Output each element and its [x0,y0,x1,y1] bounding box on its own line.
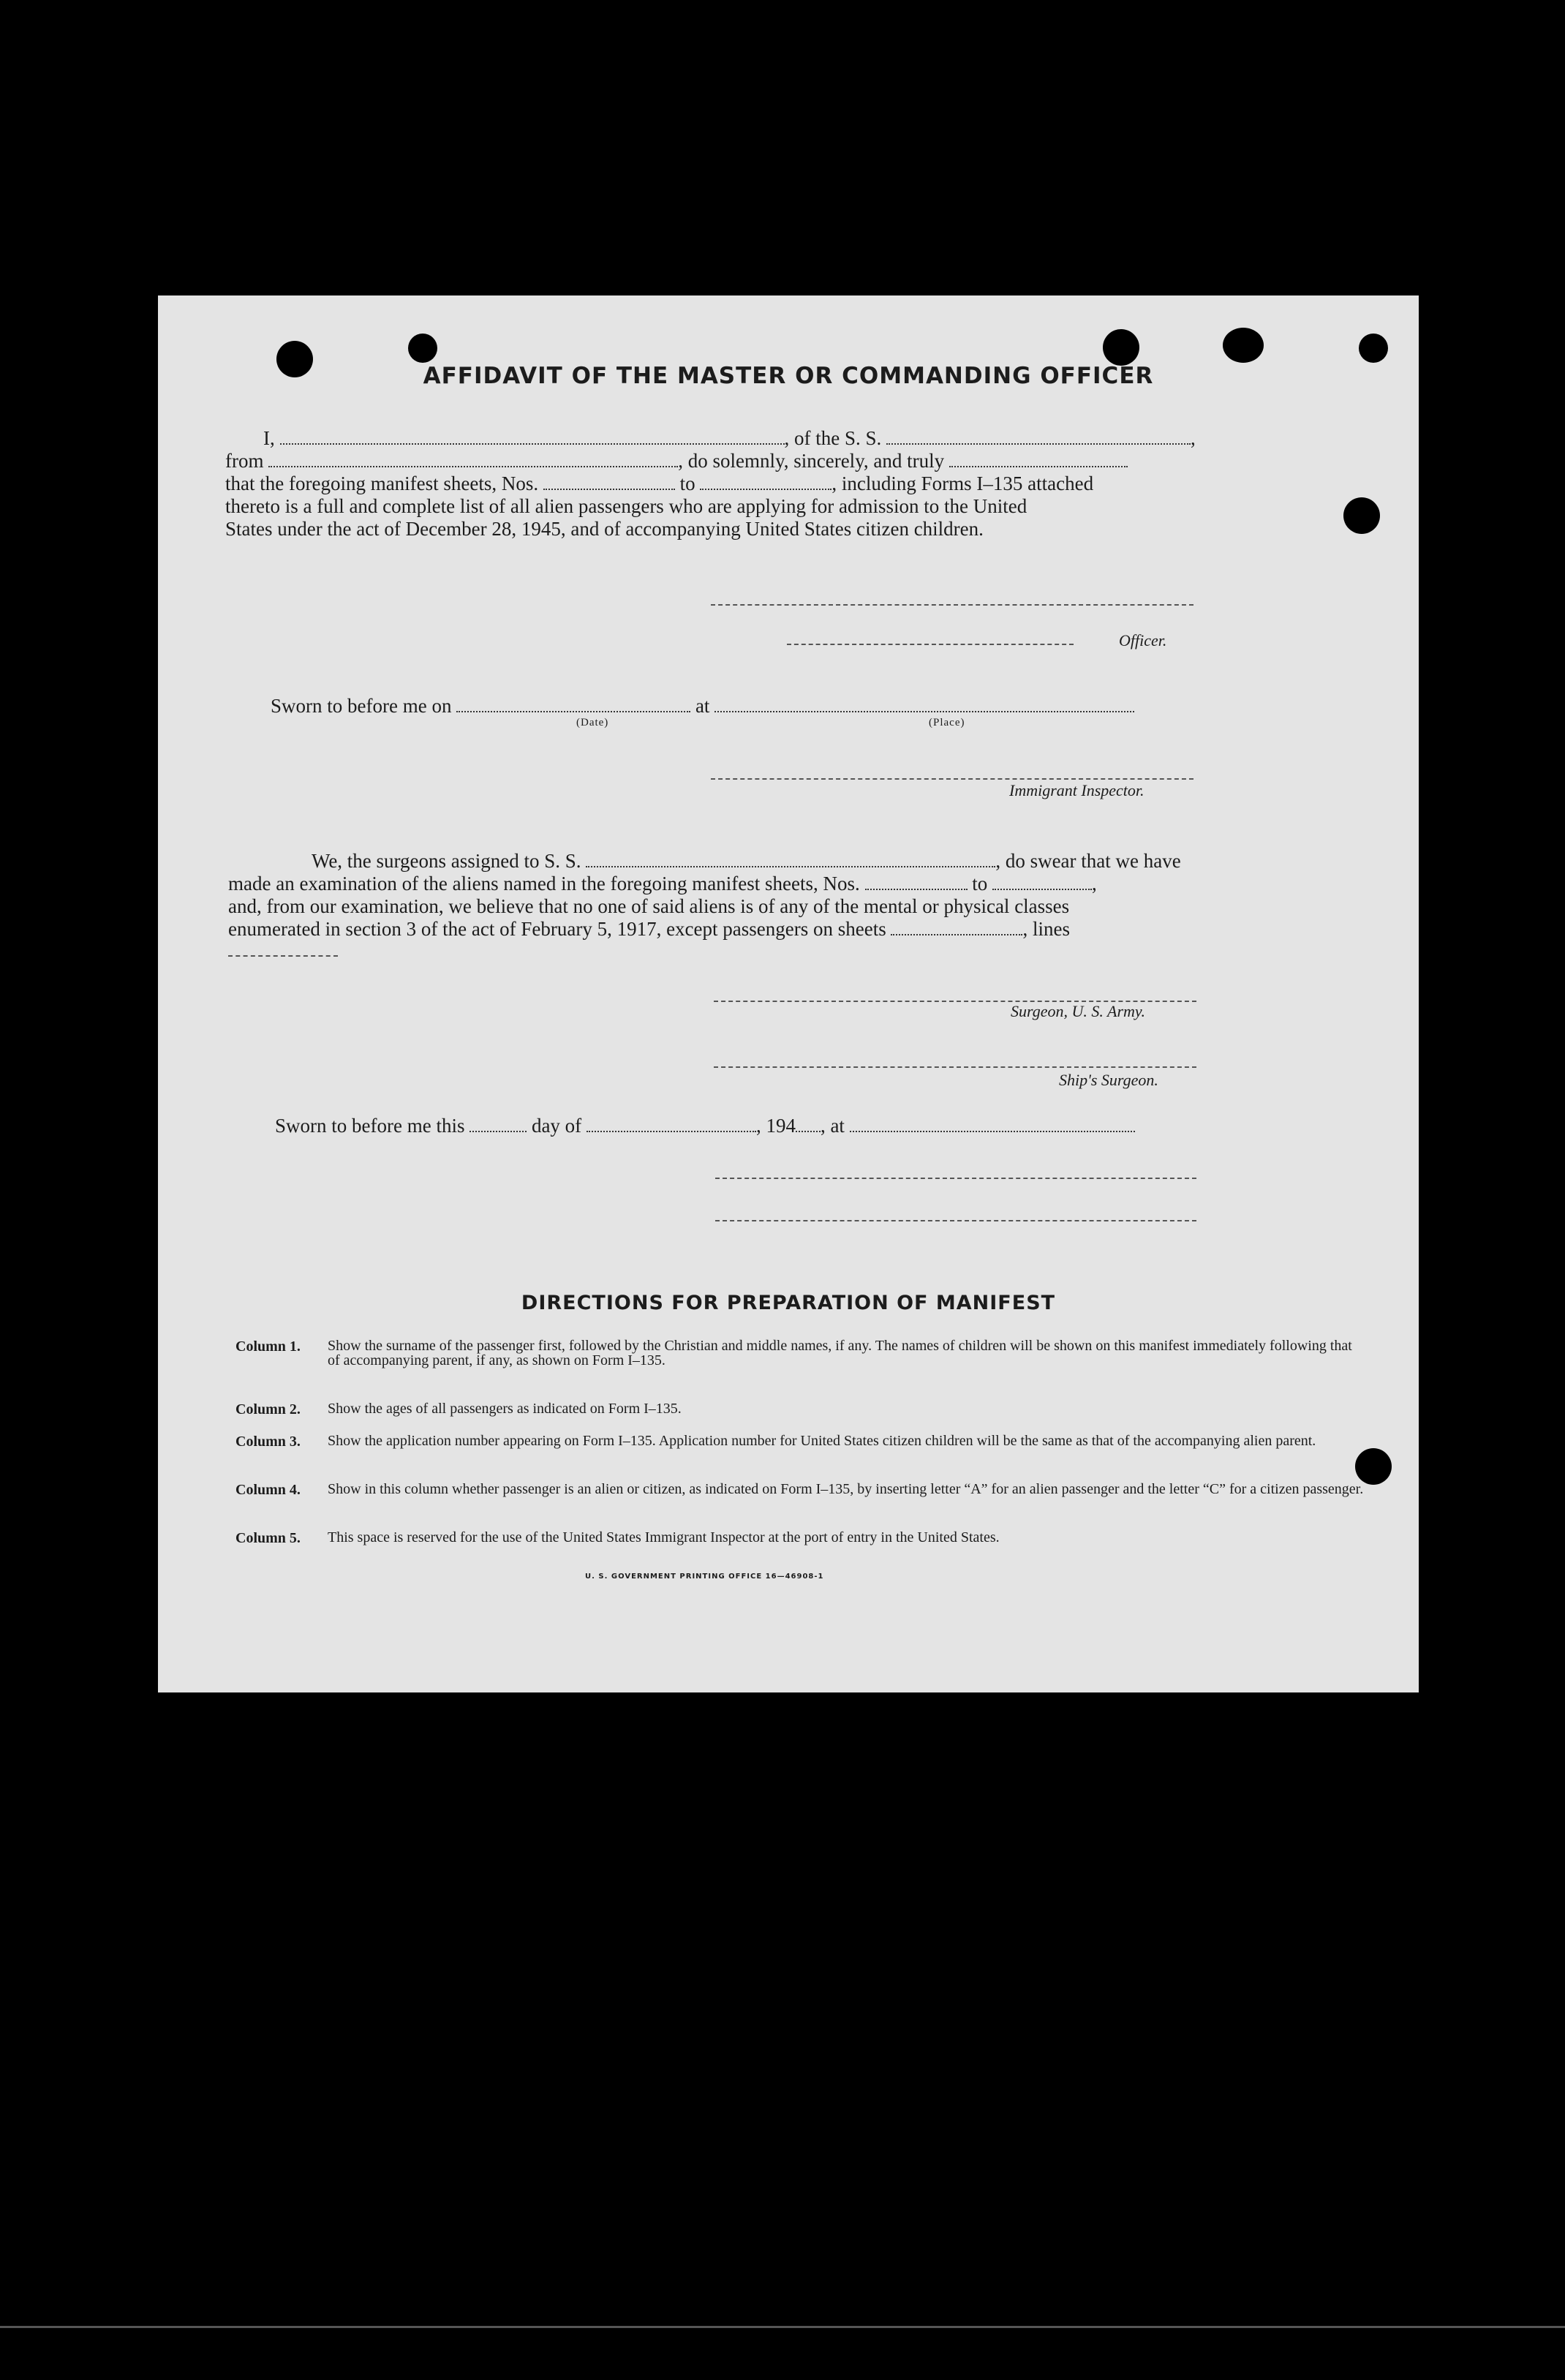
ship-surgeon-signature-line[interactable] [714,1066,1196,1068]
sworn1-at: at [695,695,710,717]
affidavit-line2-text-b: , do solemnly, sincerely, and truly [678,450,945,472]
surgeons-line2-text-b: to [972,873,988,895]
sworn-date-field[interactable] [456,696,690,712]
punch-hole [1359,334,1388,363]
affidavit-line-1 [263,427,1196,449]
affidavit-line-3 [225,472,1093,494]
column-4-label: Column 4. [235,1482,301,1498]
affidavit-line1-text-b: , of the S. S. [784,427,882,449]
affidavit-line1-text-c: , [1191,427,1196,449]
column-3-label: Column 3. [235,1434,301,1450]
surgeons-ship-field[interactable] [586,851,995,867]
printer-imprint: U. S. GOVERNMENT PRINTING OFFICE 16—46908-1 [585,1573,824,1581]
sworn2-signature-line-1[interactable] [715,1178,1196,1179]
punch-hole [1355,1448,1392,1485]
directions-title: DIRECTIONS FOR PREPARATION OF MANIFEST [521,1292,1056,1314]
punch-hole [1103,329,1139,366]
except-sheets-field[interactable] [891,919,1022,935]
surgeons-line4-text-b: , lines [1022,918,1070,940]
surgeons-line-3: and, from our examination, we believe that no one of said aliens is of any of the mental or physical classes [228,895,1070,917]
sworn2-at: , at [820,1115,845,1137]
surgeons-line-1 [312,850,1181,872]
inspector-label: Immigrant Inspector. [1009,781,1144,799]
punch-hole [408,334,437,363]
officer-label: Officer. [1119,631,1167,649]
affidavit-line-2 [225,450,1128,472]
scan-edge-line [0,2326,1565,2328]
sworn1-prefix: Sworn to before me on [271,695,452,717]
except-lines-field[interactable] [228,955,338,957]
affidavit-line1-text-a: I, [263,427,275,449]
sworn-line-2 [275,1115,1135,1137]
ship-surgeon-label: Ship's Surgeon. [1059,1071,1158,1089]
affidavit-line3-text-a: that the foregoing manifest sheets, Nos. [225,472,539,494]
affidavit-line3-text-c: , including Forms I–135 attached [831,472,1094,494]
surgeons-line-2 [228,873,1097,895]
punch-hole [1343,497,1380,534]
affidavit-line-5: States under the act of December 28, 1945, and of accompanying United States citizen children. [225,518,984,540]
sworn-month-field[interactable] [587,1116,756,1132]
sworn2-signature-line-2[interactable] [715,1220,1196,1221]
army-surgeon-label: Surgeon, U. S. Army. [1011,1002,1145,1020]
sworn-year-field[interactable] [796,1116,821,1132]
sworn-place-field[interactable] [714,696,1134,712]
oath-field[interactable] [949,451,1128,467]
sworn-line-1 [271,695,1134,717]
exam-sheets-from-field[interactable] [865,874,968,890]
place-caption: (Place) [929,717,965,728]
surgeons-line-4 [228,918,1070,940]
officer-signature-line-1[interactable] [711,604,1193,606]
affidavit-line3-text-b: to [679,472,695,494]
column-2-label: Column 2. [235,1401,301,1417]
surgeons-line4-text-a: enumerated in section 3 of the act of February 5, 1917, except passengers on sheets [228,918,886,940]
ship-name-field[interactable] [886,429,1191,445]
punch-hole [1223,328,1264,363]
sworn2-place-field[interactable] [850,1116,1135,1132]
sworn-day-field[interactable] [470,1116,527,1132]
sheets-from-field[interactable] [543,474,675,490]
column-3-text: Show the application number appearing on Form I–135. Application number for United States citizen children will be the same as that of the accompanying alien parent. [328,1433,1316,1449]
master-name-field[interactable] [280,429,785,445]
surgeons-line2-text-a: made an examination of the aliens named in the foregoing manifest sheets, Nos. [228,873,860,895]
column-4-text: Show in this column whether passenger is an alien or citizen, as indicated on Form I–135, by inserting letter “A” for an alien passenger and the letter “C” for a citizen passenger. [328,1481,1364,1497]
affidavit-line2-text-a: from [225,450,264,472]
sheets-to-field[interactable] [700,474,831,490]
port-from-field[interactable] [268,451,678,467]
column-2-text: Show the ages of all passengers as indicated on Form I–135. [328,1401,682,1417]
column-5-text: This space is reserved for the use of the United States Immigrant Inspector at the port of entry in the United States. [328,1529,1000,1545]
sworn2-prefix: Sworn to before me this [275,1115,465,1137]
surgeons-line2-text-c: , [1092,873,1097,895]
manifest-form-page [158,295,1419,1692]
sworn2-day-of: day of [531,1115,582,1137]
date-caption: (Date) [576,717,609,728]
column-5-label: Column 5. [235,1530,301,1546]
affidavit-title: AFFIDAVIT OF THE MASTER OR COMMANDING OFFICER [423,363,1154,389]
officer-signature-line-2[interactable] [787,644,1074,645]
affidavit-line-4: thereto is a full and complete list of all alien passengers who are applying for admission to the United [225,495,1027,517]
inspector-signature-line[interactable] [711,778,1193,780]
surgeons-line1-text-a: We, the surgeons assigned to S. S. [312,850,581,872]
sworn2-year: , 194 [755,1115,796,1137]
exam-sheets-to-field[interactable] [992,874,1092,890]
column-1-label: Column 1. [235,1338,301,1355]
surgeons-line1-text-b: , do swear that we have [995,850,1181,872]
column-1-text: Show the surname of the passenger first, followed by the Christian and middle names, if any. The names of children will be shown on this manifest immediately following that of accompanying parent, if any, as shown on Form I–135. [328,1338,1352,1368]
